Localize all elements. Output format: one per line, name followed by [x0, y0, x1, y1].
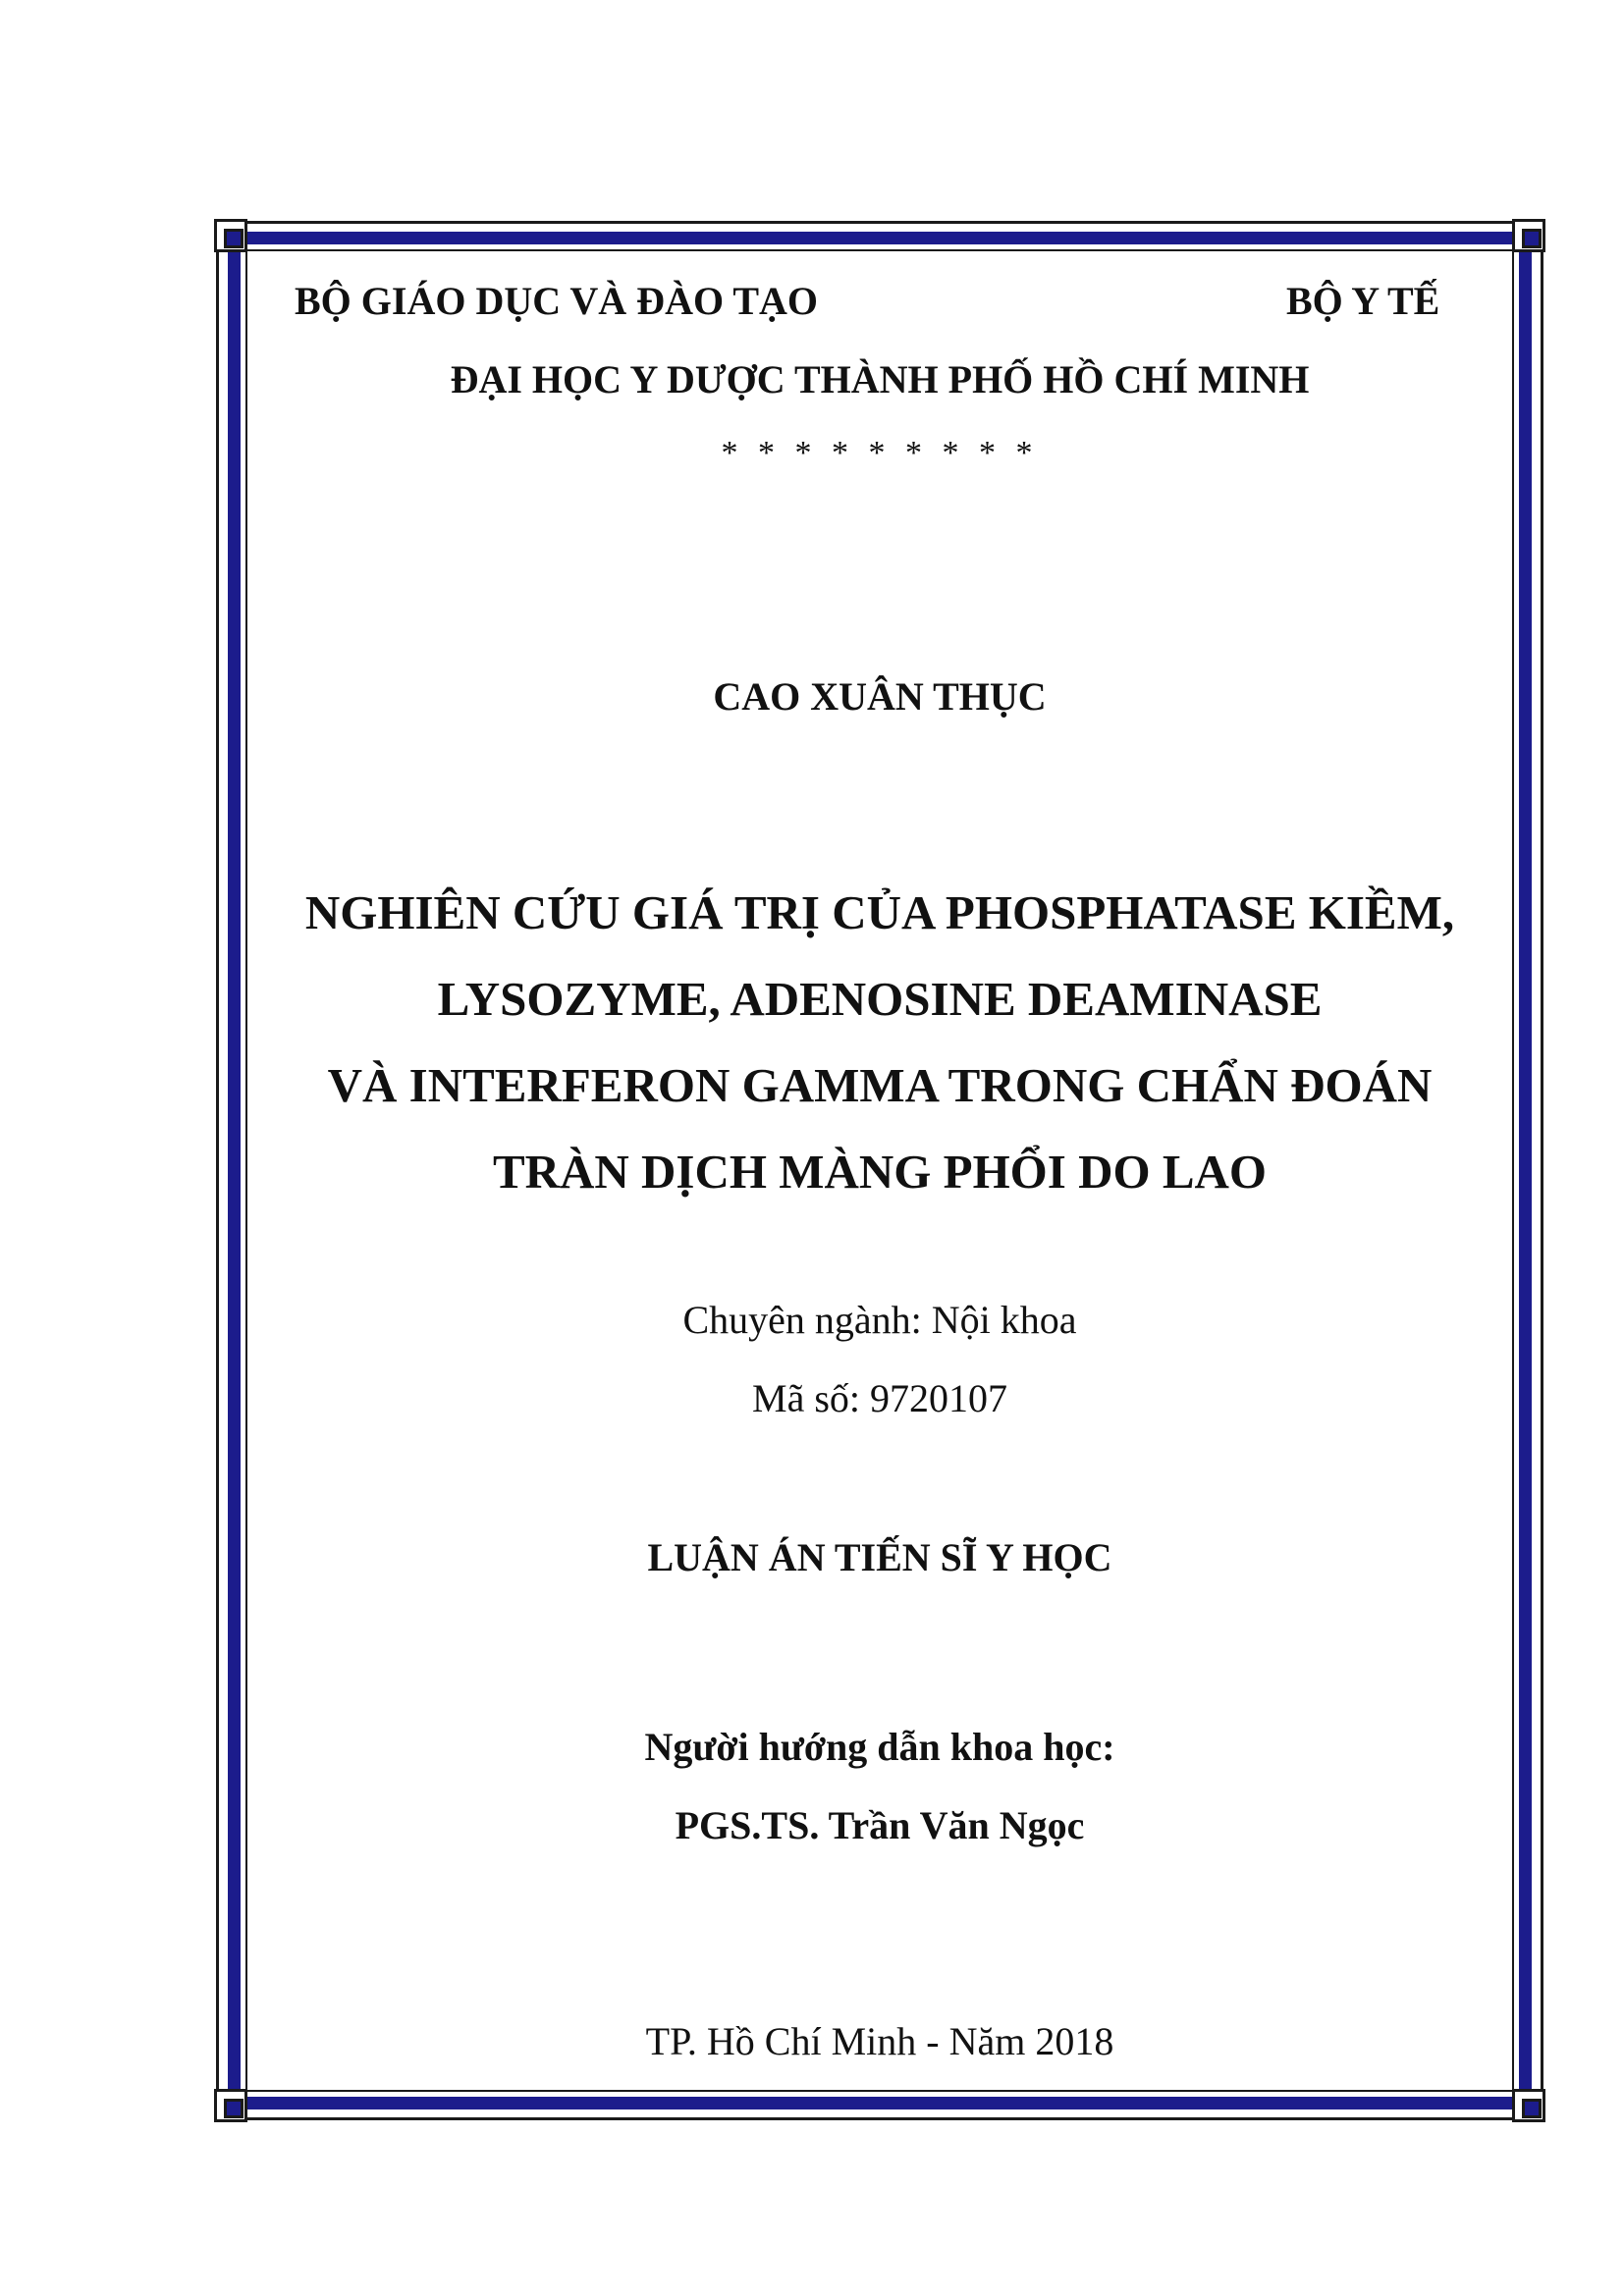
corner-ornament-top-right — [1512, 219, 1545, 252]
thesis-title-line-1: NGHIÊN CỨU GIÁ TRỊ CỦA PHOSPHATASE KIỀM, — [304, 885, 1455, 939]
thesis-title-line-4: TRÀN DỊCH MÀNG PHỔI DO LAO — [492, 1145, 1268, 1199]
corner-ornament-bottom-left — [214, 2089, 247, 2122]
ministry-education: BỘ GIÁO DỤC VÀ ĐÀO TẠO — [295, 279, 819, 323]
specialty: Chuyên ngành: Nội khoa — [682, 1298, 1077, 1342]
corner-ornament-top-left — [214, 219, 247, 252]
author-name: CAO XUÂN THỤC — [713, 674, 1047, 719]
thesis-title-line-3: VÀ INTERFERON GAMMA TRONG CHẨN ĐOÁN — [327, 1058, 1433, 1112]
advisor-name: PGS.TS. Trần Văn Ngọc — [675, 1803, 1085, 1847]
separator-stars: * * * * * * * * * — [721, 435, 1039, 471]
ministry-health: BỘ Y TẾ — [1286, 279, 1440, 323]
place-and-year: TP. Hồ Chí Minh - Năm 2018 — [645, 2019, 1114, 2063]
corner-ornament-bottom-right — [1512, 2089, 1545, 2122]
thesis-title-line-2: LYSOZYME, ADENOSINE DEAMINASE — [437, 972, 1323, 1026]
degree-title: LUẬN ÁN TIẾN SĨ Y HỌC — [647, 1535, 1112, 1579]
university-name: ĐẠI HỌC Y DƯỢC THÀNH PHỐ HỒ CHÍ MINH — [450, 357, 1310, 401]
advisor-label: Người hướng dẫn khoa học: — [644, 1725, 1115, 1769]
specialty-code: Mã số: 9720107 — [752, 1376, 1007, 1420]
